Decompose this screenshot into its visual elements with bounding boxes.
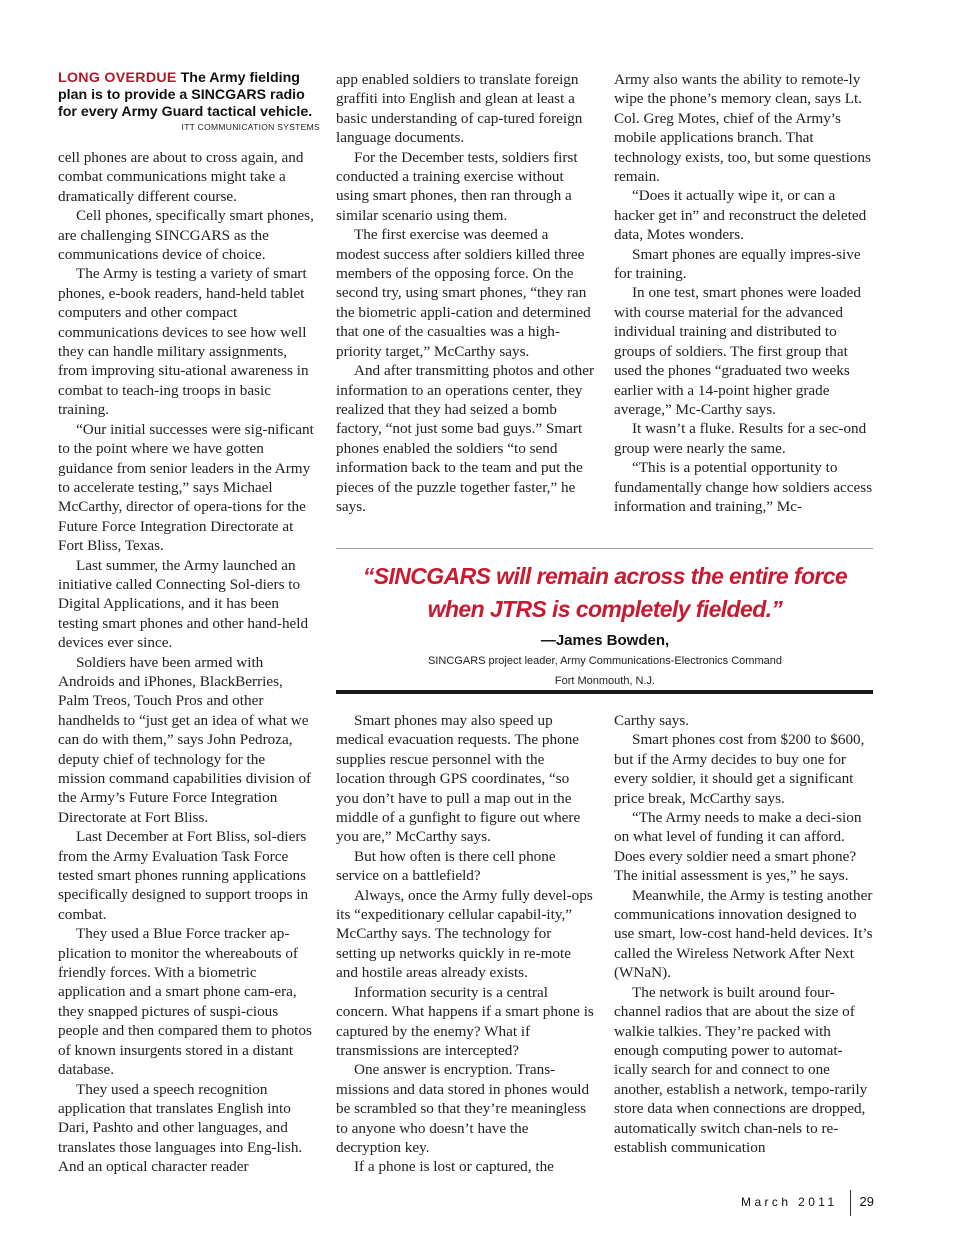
paragraph: The Army is testing a variety of smart phones, e-book readers, hand-held tablet computers and other compact communications devices to see how well they can handle military assignments, from improving situ-ational awareness in combat to teach-ing troops in basic training.	[58, 265, 309, 419]
pull-quote-bottom-rule	[336, 690, 873, 694]
caption-lead: LONG OVERDUE	[58, 70, 177, 86]
paragraph: Smart phones are equally impres-sive for training.	[614, 245, 861, 283]
paragraph: “This is a potential opportunity to fundamentally change how soldiers access information and training,” Mc-	[614, 459, 873, 515]
footer-divider	[850, 1190, 851, 1216]
column-3-top	[614, 70, 874, 516]
pull-quote	[340, 560, 870, 688]
pull-quote-line-1: “SINCGARS will remain across the entire force	[362, 563, 848, 589]
paragraph: The first exercise was deemed a modest success after soldiers killed three members of the opposing force. On the second try, using smart phones, “they ran the biometric appli-cation and determined that one of the casualties was a high-priority target,” McCarthy says.	[336, 226, 591, 360]
paragraph: The network is built around four-channel radios that are about the size of walkie talkies. They’re packed with enough computing power to automat-ically search for and connect to one another, establish a network, tempo-rarily store data when connections are dropped, automatically switch chan-nels to re-establish communication	[614, 983, 868, 1156]
column-1	[58, 148, 316, 1177]
column-2-bottom	[336, 711, 594, 1177]
caption-text	[58, 70, 320, 121]
paragraph: For the December tests, soldiers first conducted a training exercise without using smart phones, then ran through a similar scenario using them.	[336, 148, 578, 224]
paragraph: Soldiers have been armed with Androids and iPhones, BlackBerries, Palm Treos, Touch Pros and other handhelds to “just get an idea of what we can do with them,” says John Pedroza, deputy chief of technology for the mission command capabilities division of the Army’s Future Force Integration Directorate at Fort Bliss.	[58, 653, 312, 826]
paragraph: Last summer, the Army launched an initiative called Connecting Sol-diers to Digital Applications, and it has been testing smart phones and other hand-held devices ever since.	[58, 556, 309, 652]
pull-quote-top-rule	[336, 548, 873, 549]
pull-quote-attribution-location: Fort Monmouth, N.J.	[554, 674, 656, 687]
photo-credit: ITT COMMUNICATION SYSTEMS	[181, 122, 320, 132]
column-2-top	[336, 70, 594, 516]
paragraph: In one test, smart phones were loaded with course material for the advanced individual training and distributed to groups of soldiers. The first group that used the phones “graduated two weeks earlier with a 14-point higher grade average,” Mc-Carthy says.	[614, 284, 862, 418]
pull-quote-attribution-name: —James Bowden,	[540, 632, 670, 649]
paragraph: app enabled soldiers to translate foreign graffiti into English and glean at least a basic understanding of cap-tured foreign language documents.	[336, 71, 583, 147]
paragraph: “Does it actually wipe it, or can a hacker get in” and reconstruct the deleted data, Motes wonders.	[614, 187, 867, 244]
paragraph: They used a speech recognition application that translates English into Dari, Pashto and other languages, and translates those languages into Eng-lish. And an optical character reader	[58, 1080, 303, 1176]
paragraph: Information security is a central concern. What happens if a smart phone is captured by the enemy? What if transmissions are intercepted?	[336, 983, 594, 1059]
paragraph: “Our initial successes were sig-nificant to the point where we have gotten guidance from senior leaders in the Army to accelerate testing,” says Michael McCarthy, director of opera-tions for the Future Force Integration Directorate at Fort Bliss, Texas.	[58, 420, 314, 555]
paragraph: If a phone is lost or captured, the	[354, 1158, 554, 1176]
paragraph: Smart phones may also speed up medical evacuation requests. The phone supplies rescue personnel with the location through GPS coordinates, “so you don’t have to pull a map out in the middle of a gunfight to figure out where you are,” McCarthy says.	[336, 712, 581, 846]
page-number: 29	[859, 1194, 874, 1210]
paragraph: cell phones are about to cross again, and combat communications might take a dramatically different course.	[58, 149, 304, 205]
paragraph: Cell phones, specifically smart phones, are challenging SINCGARS as the communications device of choice.	[58, 207, 314, 264]
pull-quote-line-2: when JTRS is completely fielded.”	[427, 596, 783, 622]
paragraph: Last December at Fort Bliss, sol-diers from the Army Evaluation Task Force tested smart phones running applications specifically designed to support troops in combat.	[58, 828, 309, 923]
issue-date: March 2011	[741, 1195, 838, 1210]
paragraph: One answer is encryption. Trans-missions and data stored in phones would be scrambled so that they’re meaningless to anyone who doesn’t have the decryption key.	[336, 1061, 590, 1156]
pull-quote-attribution-title: SINCGARS project leader, Army Communications-Electronics Command	[428, 655, 782, 667]
paragraph: But how often is there cell phone service on a battlefield?	[336, 847, 556, 885]
paragraph: They used a Blue Force tracker ap-plication to monitor the whereabouts of friendly forces. With a biometric application and a smart phone cam-era, they snapped pictures of suspi-cious people and then compared them to photos of known insurgents stored in a distant database.	[58, 925, 312, 1079]
caption-body: The Army fielding plan is to provide a SINCGARS radio for every Army Guard tactical vehicle.	[58, 70, 313, 120]
paragraph: Army also wants the ability to remote-ly wipe the phone’s memory clean, says Lt. Col. Greg Motes, chief of the Army’s mobile applications branch. That technology exists, too, but some questions remain.	[614, 71, 871, 186]
column-3-bottom	[614, 711, 874, 1157]
paragraph: Smart phones cost from $200 to $600, but if the Army decides to buy one for every soldier, it should get a significant price break, McCarthy says.	[614, 731, 865, 807]
paragraph: Meanwhile, the Army is testing another communications innovation designed to use smart, low-cost hand-held devices. It’s called the Wireless Network After Next (WNaN).	[614, 886, 873, 982]
page-footer	[741, 1190, 874, 1216]
paragraph: “The Army needs to make a deci-sion on what level of funding it can afford. Does every soldier need a smart phone? The initial assessment is yes,” he says.	[614, 809, 862, 885]
paragraph: And after transmitting photos and other information to an operations center, they realized that they had seized a bomb factory, “not just some bad guys.” Smart phones enabled the soldiers “to send information back to the team and put the pieces of the puzzle together faster,” he says.	[336, 362, 594, 515]
paragraph: Carthy says.	[614, 712, 690, 729]
paragraph: Always, once the Army fully devel-ops its “expeditionary cellular capabil-ity,” McCarthy says. The technology for setting up networks quickly in re-mote and hostile areas already exists.	[336, 886, 593, 982]
paragraph: It wasn’t a fluke. Results for a sec-ond group were nearly the same.	[614, 420, 867, 457]
photo-caption	[58, 70, 320, 132]
